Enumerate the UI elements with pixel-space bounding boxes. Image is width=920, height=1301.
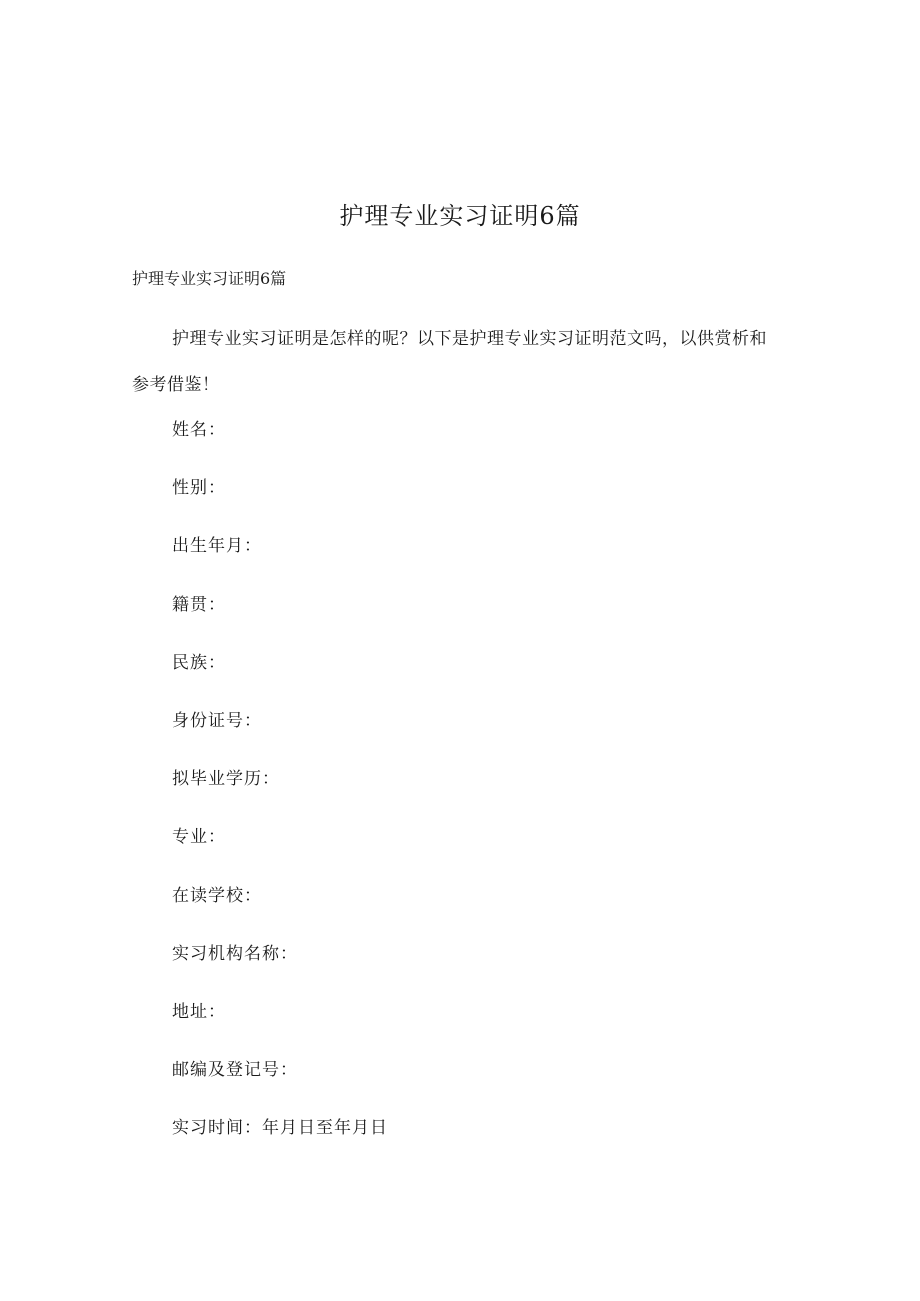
field-gender: 性别： (172, 478, 226, 499)
field-institution-name: 实习机构名称： (172, 943, 298, 964)
field-address: 地址： (172, 1001, 226, 1022)
field-school: 在读学校： (172, 885, 262, 906)
field-native-place: 籍贯： (172, 594, 226, 615)
field-expected-degree: 拟毕业学历： (172, 769, 280, 790)
field-major: 专业： (172, 827, 226, 848)
field-internship-period: 实习时间：年月日至年月日 (172, 1118, 388, 1139)
form-field-list (172, 418, 388, 1174)
document-title: 护理专业实习证明6篇 (339, 202, 581, 230)
field-ethnicity: 民族： (172, 652, 226, 673)
field-name: 姓名： (172, 420, 226, 440)
intro-paragraph: 护理专业实习证明是怎样的呢？以下是护理专业实习证明范文吗，以供赏析和参考借鉴！ (132, 329, 767, 395)
field-postcode-registration: 邮编及登记号： (172, 1060, 298, 1081)
field-birth-date: 出生年月： (172, 536, 262, 557)
field-id-number: 身份证号： (172, 710, 262, 731)
document-subtitle: 护理专业实习证明6篇 (132, 269, 287, 288)
